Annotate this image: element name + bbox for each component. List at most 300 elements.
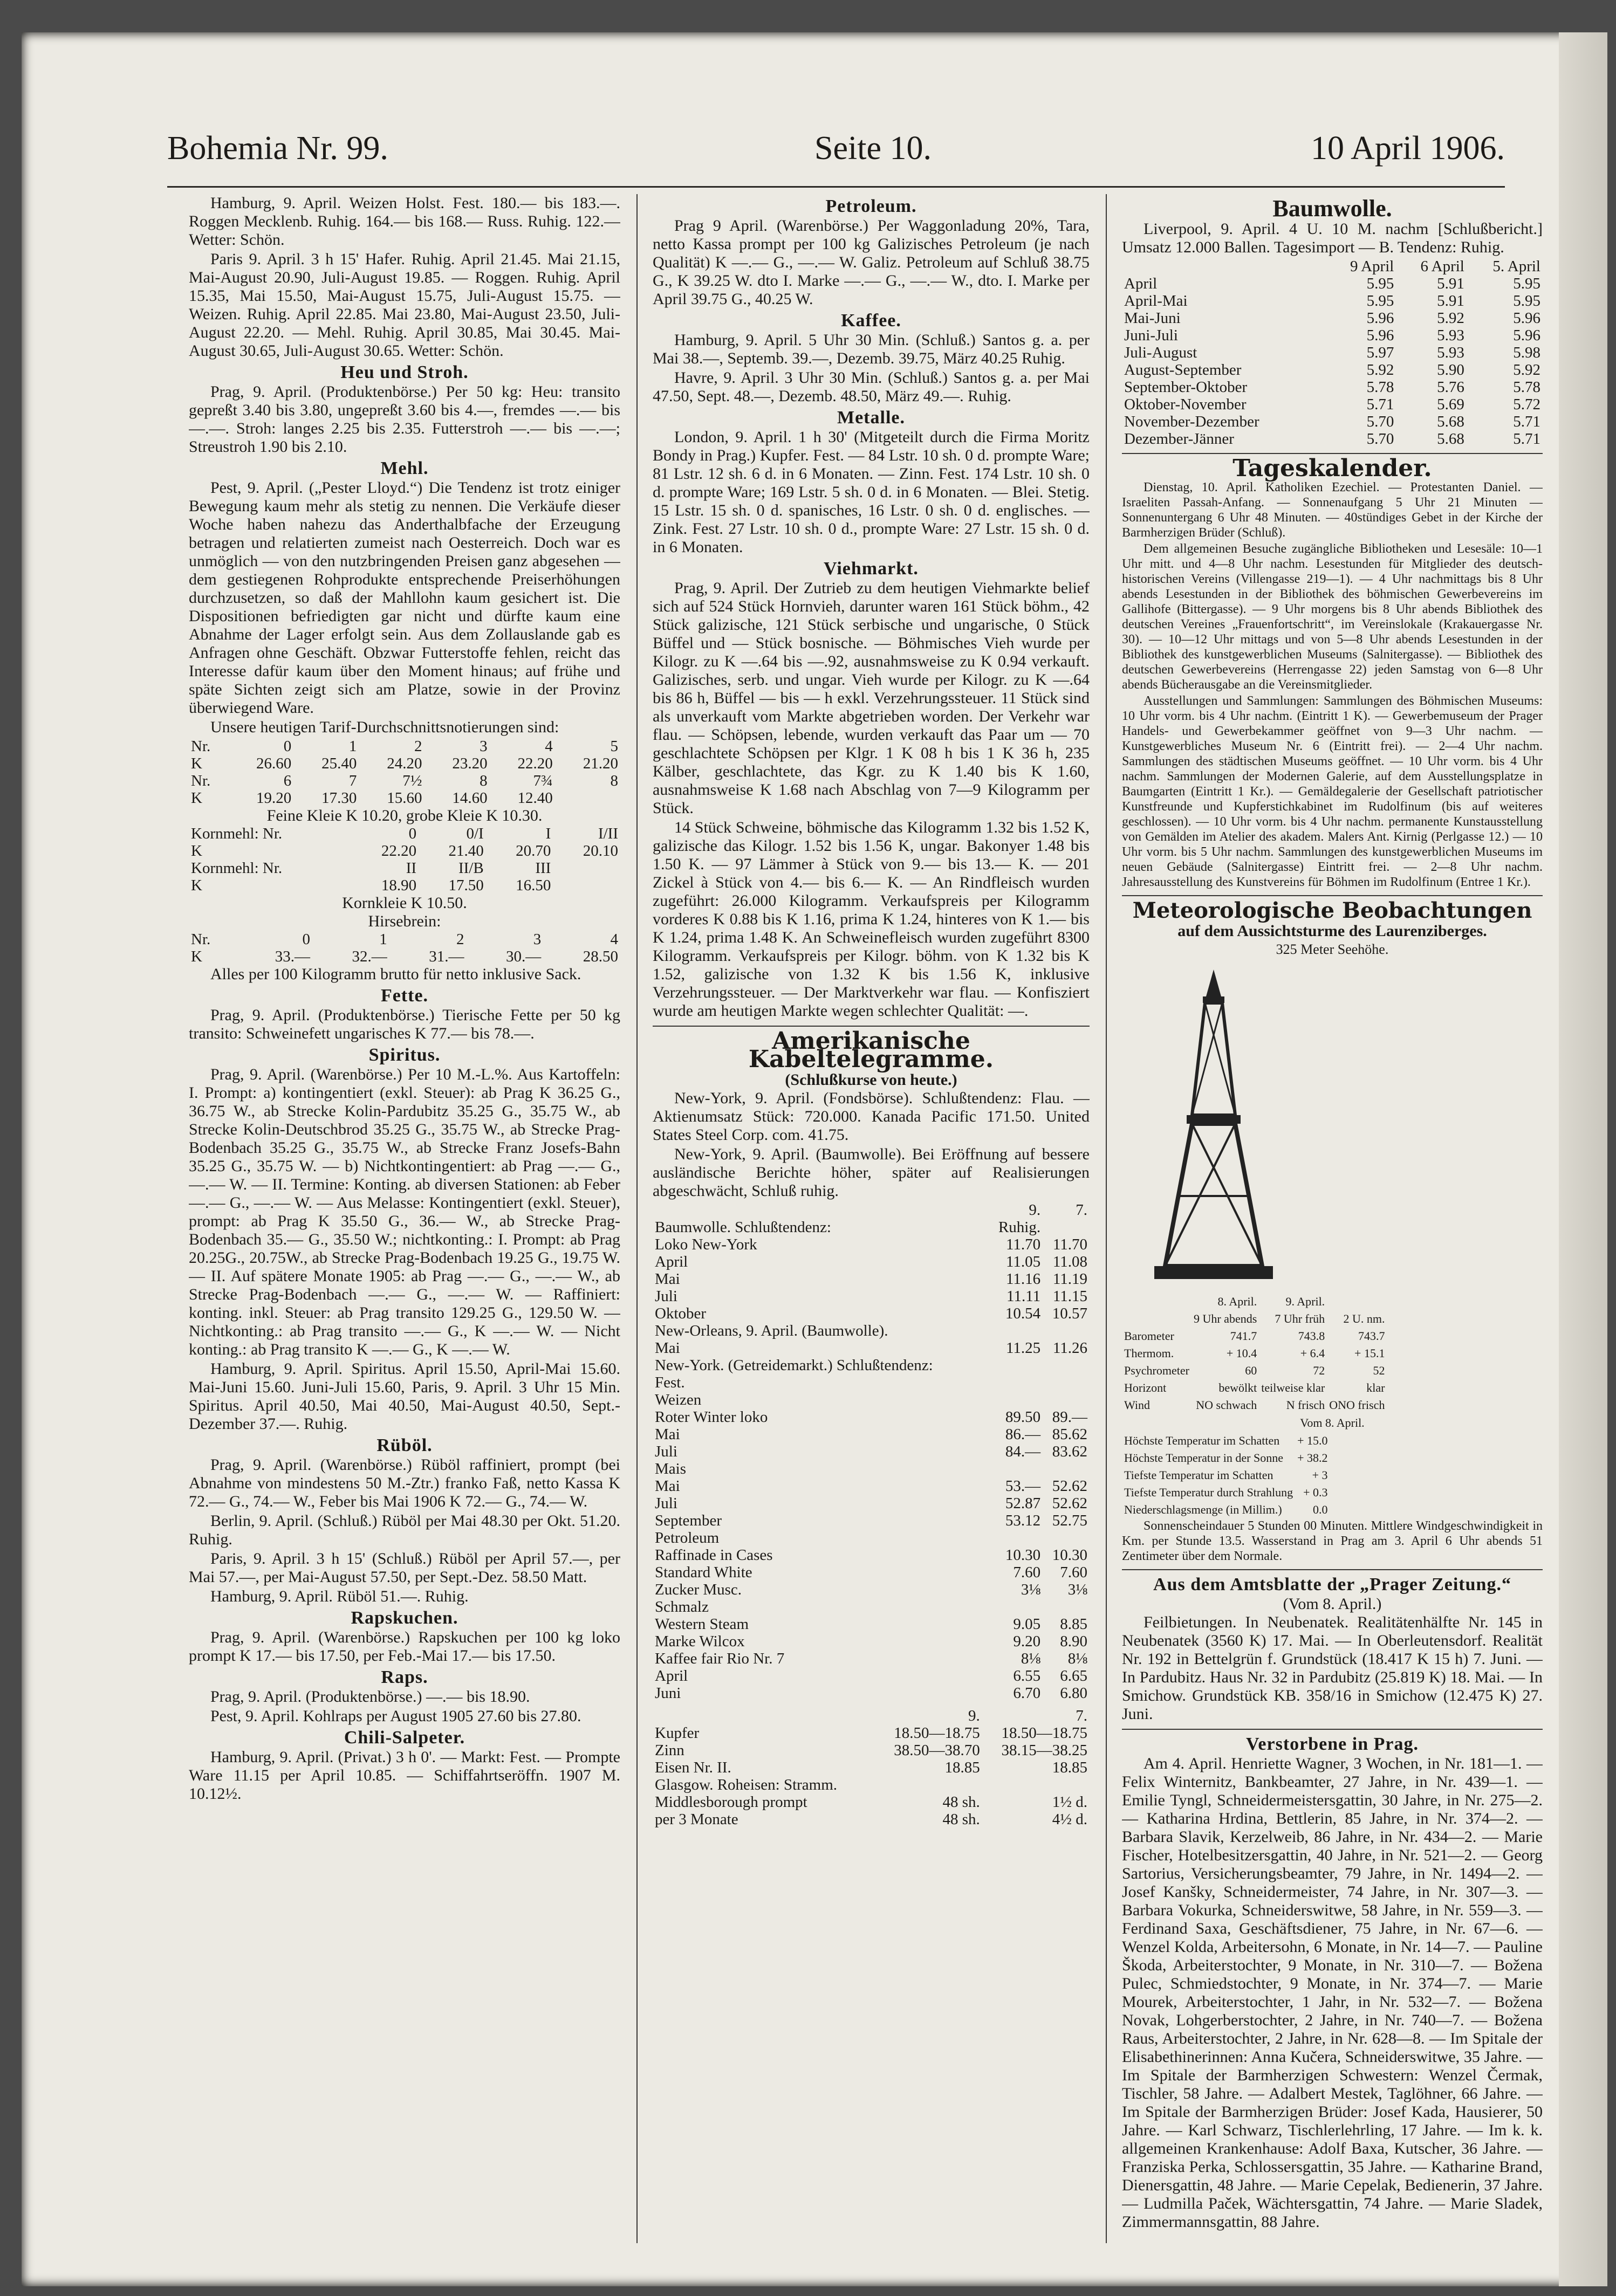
table-cell: Oktober-November xyxy=(1124,396,1247,413)
table-cell: 8 xyxy=(480,772,488,789)
paragraph: Havre, 9. April. 3 Uhr 30 Min. (Schluß.) Santos g. a. per Mai 47.50, Sept. 48.—, Dezemb. 48.50, März 49.—. Ruhig. xyxy=(653,369,1090,405)
table-cell: 28.50 xyxy=(583,948,618,965)
table-row xyxy=(653,1270,1090,1288)
table-cell: 4½ d. xyxy=(1052,1811,1087,1828)
table-row xyxy=(653,1742,1090,1759)
table-cell: 5.93 xyxy=(1437,327,1464,344)
table-cell: NO schwach xyxy=(1196,1398,1257,1412)
table-cell xyxy=(553,877,620,894)
table-cell: 14.60 xyxy=(452,789,488,807)
table-row xyxy=(189,738,620,755)
table-cell: Mai-Juni xyxy=(1124,310,1181,327)
table-row xyxy=(653,1443,1090,1460)
table-cell: 5.96 xyxy=(1366,310,1394,327)
table-cell: 743.8 xyxy=(1298,1329,1325,1343)
table-cell: New-York. (Getreidemarkt.) Schlußtendenz: xyxy=(655,1357,933,1374)
paragraph: Prag, 9. April. (Warenbörse.) Rapskuchen per 100 kg loko prompt K 17.— bis 17.50, per Feb.-Mai 17.— bis 17.50. xyxy=(189,1628,620,1665)
table-cell xyxy=(1043,1357,1090,1374)
table-cell: 10.30 xyxy=(1005,1546,1041,1564)
table-cell xyxy=(653,1201,988,1219)
table-row xyxy=(1122,396,1543,413)
table-cell: 20.10 xyxy=(583,842,618,860)
table-cell: 8⅛ xyxy=(1067,1650,1087,1667)
table-cell xyxy=(1122,258,1326,275)
table-cell: 18.90 xyxy=(381,877,417,894)
table-row xyxy=(653,1201,1090,1219)
table-row xyxy=(653,1598,1090,1616)
table-cell: 5.92 xyxy=(1513,361,1540,379)
table-row xyxy=(189,789,620,807)
table-cell: 5.71 xyxy=(1513,413,1540,430)
table-cell: Barometer xyxy=(1124,1329,1174,1343)
section-title: Meteorologische Beobachtungen xyxy=(1132,898,1532,923)
table-cell: 5.96 xyxy=(1513,310,1540,327)
table-row xyxy=(653,1616,1090,1633)
section-subtitle: 325 Meter Seehöhe. xyxy=(1276,941,1389,957)
table-cell: 52.75 xyxy=(1052,1512,1087,1529)
table-cell: Oktober xyxy=(655,1305,707,1322)
table-cell: 7. xyxy=(1076,1201,1087,1219)
table-cell: 10.57 xyxy=(1052,1305,1087,1322)
section-heading: Mehl. xyxy=(380,458,429,478)
table-cell: 21.20 xyxy=(583,755,618,772)
table-cell: K xyxy=(191,789,202,807)
section-subtitle: (Vom 8. April.) xyxy=(1283,1595,1382,1613)
table-row xyxy=(1122,292,1543,310)
table-cell: Glasgow. Roheisen: Stramm. xyxy=(655,1776,838,1793)
table-cell: Weizen xyxy=(655,1391,702,1408)
table-cell: 5.96 xyxy=(1513,327,1540,344)
table-cell: + 0.3 xyxy=(1303,1486,1328,1499)
paragraph: Hamburg, 9. April. 5 Uhr 30 Min. (Schluß.) Santos g. a. per Mai 38.—, Septemb. 39.—, Dezemb. 39.75, März 40.25 Ruhig. xyxy=(653,331,1090,367)
table-row xyxy=(189,948,620,965)
table-cell: April xyxy=(655,1667,688,1685)
table-cell: teilweise klar xyxy=(1261,1381,1325,1394)
paragraph: 14 Stück Schweine, böhmische das Kilogramm 1.32 bis 1.52 K, galizische das Kilogr. 1.52 bis 1.56 K, ungar. Bakonyer 1.48 bis 1.50 K. — 97 Lämmer à Stück von 9.— bis 13.— K. — 201 Zickel à Stück von 4.— bis 6.— K. — An Rindfleisch wurden zugeführt: 26.000 Kilogramm. Verkaufspreis per Kilogramm vorderes K 0.88 bis K 1.16, prima K 1.24, hinteres von K 1.— bis K 1.24, prima 1.48 K. An Schweinefleisch wurden zugeführt 8300 Kilogramm. Verkaufspreis per Kilogr. böhm. von K 1.32 bis K 1.52, galizische von 1.32 K bis 1.56 K, inklusive Verzehrungssteuer. — Der Marktverkehr war flau. — Konfisziert wurde am heutigen Markte wegen schlechter Qualität: —. xyxy=(653,819,1090,1020)
table-cell: 5 xyxy=(610,738,618,755)
table-row xyxy=(1122,344,1543,361)
tariff-table xyxy=(189,738,620,807)
paragraph: Prag, 9. April. (Produktenbörse.) Tierische Fette per 50 kg transito: Schweinefett ungarisches K 77.— bis 78.—. xyxy=(189,1006,620,1042)
table-cell xyxy=(1043,1529,1090,1546)
hirse-table xyxy=(189,931,620,965)
table-cell: Schmalz xyxy=(655,1598,709,1616)
table-cell: 5.95 xyxy=(1513,292,1540,310)
table-row xyxy=(1122,1310,1387,1328)
table-cell: Juni-Juli xyxy=(1124,327,1178,344)
table-cell: 1 xyxy=(348,738,357,755)
table-cell: 48 sh. xyxy=(942,1811,980,1828)
table-row xyxy=(653,1219,1090,1236)
table-cell: 10.54 xyxy=(1005,1305,1041,1322)
paragraph: Unsere heutigen Tarif-Durchschnittsnotierungen sind: xyxy=(210,718,559,736)
table-cell: 89.— xyxy=(1052,1408,1087,1426)
table-cell: K xyxy=(191,842,202,860)
section-subtitle: (Schlußkurse von heute.) xyxy=(785,1071,957,1089)
table-cell: Mais xyxy=(655,1460,686,1477)
paragraph: Liverpool, 9. April. 4 U. 10 M. nachm [Schlußbericht.] Umsatz 12.000 Ballen. Tagesimport — B. Tendenz: Ruhig. xyxy=(1122,220,1543,256)
table-cell: 18.50—18.75 xyxy=(1001,1724,1087,1742)
table-cell xyxy=(1043,1322,1090,1339)
table-cell: Zucker Musc. xyxy=(655,1581,742,1598)
table-row xyxy=(1122,1362,1387,1379)
table-cell: Horizont xyxy=(1124,1381,1167,1394)
table-cell: 53.12 xyxy=(1005,1512,1041,1529)
table-cell: Baumwolle. Schlußtendenz: xyxy=(655,1219,831,1236)
table-cell: 11.70 xyxy=(1005,1236,1041,1253)
table-cell: Juli xyxy=(655,1495,677,1512)
table-cell: 3 xyxy=(533,931,542,948)
section-heading: Rüböl. xyxy=(376,1435,433,1455)
table-cell: Wind xyxy=(1124,1398,1150,1412)
table-cell: 38.15—38.25 xyxy=(1001,1742,1087,1759)
table-cell: 7.60 xyxy=(1013,1564,1041,1581)
table-row xyxy=(653,1529,1090,1546)
paragraph: Pest, 9. April. („Pester Lloyd.“) Die Tendenz ist trotz einiger Bewegung kaum mehr als stetig zu nennen. Die Verkäufe dieser Woche haben nahezu das Anderthalbfache der Erzeugung betragen und relatierten zumeist nach Oesterreich. Doch war es unmöglich — von den nutzbringenden Preisen ganz abgesehen — dem gestiegenen Rohprodukte entsprechende Preiserhöhungen durchzusetzen, so daß der Mahllohn kaum gesichert ist. Die Dispositionen befriedigten gar nicht und dürfte kaum eine Abnahme der Lager erfolgt sein. Aus dem Zollauslande gab es Anfragen ohne Geschäft. Obzwar Futterstoffe fehlen, reicht das Interesse dafür kaum über den Moment hinaus; auf frühe und späte Sichten zeigt sich am Platze, sowie in der Provinz überwiegend Ware. xyxy=(189,479,620,717)
meteo-subheading: Vom 8. April. xyxy=(1300,1416,1365,1429)
paragraph: Paris, 9. April. 3 h 15' (Schluß.) Rüböl per April 57.—, per Mai 57.—, per Mai-August 57.50, per Sept.-Dez. 58.50 Matt. xyxy=(189,1550,620,1586)
table-row xyxy=(653,1776,1090,1793)
separator xyxy=(1122,1729,1543,1730)
table-row xyxy=(653,1685,1090,1702)
table-row xyxy=(1122,275,1543,292)
section-heading: Chili-Salpeter. xyxy=(344,1728,465,1748)
table-cell: April-Mai xyxy=(1124,292,1188,310)
section-subtitle: auf dem Aussichtsturme des Laurenziberges. xyxy=(1177,922,1487,940)
table-cell: 11.70 xyxy=(1052,1236,1087,1253)
paragraph: Hamburg, 9. April. Spiritus. April 15.50, April-Mai 15.60. Mai-Juni 15.60. Juni-Juli 15.60, Paris, 9. April. 3 Uhr 15 Min. Spiritus. April 40.50, Mai 40.50, Mai-August 40.50, Sept.-Dezember 37.—. Ruhig. xyxy=(189,1360,620,1433)
table-cell: 52.62 xyxy=(1052,1495,1087,1512)
table-cell: 48 sh. xyxy=(942,1793,980,1811)
table-cell: 5.68 xyxy=(1437,430,1464,448)
table-cell: 5.92 xyxy=(1437,310,1464,327)
separator xyxy=(653,1026,1090,1027)
table-cell: 6.80 xyxy=(1060,1685,1087,1702)
paragraph: Dienstag, 10. April. Katholiken Ezechiel. — Protestanten Daniel. — Israeliten Passah-Anfang. — Sonnenaufgang 5 Uhr 21 Minuten — Sonnenuntergang 6 Uhr 48 Minuten. — 40stündiges Gebet in der Kirche der Barmherzigen Brüder (Schluß). xyxy=(1122,480,1543,540)
table-cell: Ruhig. xyxy=(998,1219,1041,1236)
paragraph: London, 9. April. 1 h 30' (Mitgeteilt durch die Firma Moritz Bondy in Prag.) Kupfer. Fest. — 84 Lstr. 10 sh. 0 d. prompte Ware; 81 Lstr. 12 sh. 6 d. in 6 Monaten. — Zinn. Fest. 174 Lstr. 10 sh. 0 d. prompte Ware; 169 Lstr. 5 sh. 0 d. in 6 Monaten. — Blei. Stetig. 15 Lstr. 15 sh. 0 d. spanisches, 16 Lstr. 0 sh. 0 d. englisches. — Zink. Fest. 27 Lstr. 10 sh. 0 d., prompte Ware: 27 Lstr. 15 sh. 0 d. in 6 Monaten. xyxy=(653,428,1090,556)
table-cell: April xyxy=(1124,275,1158,292)
table-cell: 5.69 xyxy=(1437,396,1464,413)
table-row xyxy=(1122,258,1543,275)
section-title: Amerikanische Kabeltelegramme. xyxy=(748,1027,994,1073)
table-cell: 11.16 xyxy=(1005,1270,1041,1288)
table-cell: 17.50 xyxy=(448,877,484,894)
table-cell: 5.68 xyxy=(1437,413,1464,430)
table-cell: 3⅛ xyxy=(1067,1581,1087,1598)
table-cell: Standard White xyxy=(655,1564,752,1581)
table-cell: 18.85 xyxy=(944,1759,980,1776)
table-cell: 5.71 xyxy=(1513,430,1540,448)
table-row xyxy=(1122,310,1543,327)
table-cell: 7.60 xyxy=(1060,1564,1087,1581)
table-row xyxy=(653,1793,1090,1811)
paragraph: Prag, 9. April. (Warenbörse.) Rüböl raffiniert, prompt (bei Abnahme von mindestens 50 M.-Ztr.) franko Faß, netto Kassa K 72.— G., 74.— W., Feber bis Mai 1906 K 72.— G., 74.— W. xyxy=(189,1456,620,1510)
kleie-line: Feine Kleie K 10.20, grobe Kleie K 10.30. xyxy=(266,807,543,824)
table-cell: II xyxy=(406,860,417,877)
table-row xyxy=(1122,1484,1330,1501)
section-title: Tageskalender. xyxy=(1232,455,1432,482)
table-cell: 8⅛ xyxy=(1021,1650,1041,1667)
table-cell: 0 xyxy=(302,931,310,948)
table-row xyxy=(653,1564,1090,1581)
table-cell: 7¾ xyxy=(533,772,553,789)
newspaper-page xyxy=(22,32,1607,2286)
column-1 xyxy=(189,194,620,2254)
table-row xyxy=(1122,379,1543,396)
table-cell: 16.50 xyxy=(516,877,551,894)
paragraph: New-York, 9. April. (Baumwolle). Bei Eröffnung auf bessere ausländische Berichte höher, später auf Realisierungen abgeschwächt, Schluß ruhig. xyxy=(653,1145,1090,1200)
table-cell: 9.05 xyxy=(1013,1616,1041,1633)
table-cell xyxy=(988,1598,1043,1616)
table-cell: 5. April xyxy=(1492,258,1540,275)
section-heading: Petroleum. xyxy=(825,196,917,216)
table-cell: 5.71 xyxy=(1366,396,1394,413)
cotton-table xyxy=(653,1201,1090,1702)
table-cell xyxy=(555,789,620,807)
column-2 xyxy=(653,194,1090,2254)
table-cell: April xyxy=(655,1253,688,1270)
table-cell: Western Steam xyxy=(655,1616,749,1633)
section-heading: Kaffee. xyxy=(841,311,901,331)
header-page-number: Seite 10. xyxy=(814,130,932,167)
paragraph: New-York, 9. April. (Fondsbörse). Schlußtendenz: Flau. — Aktienumsatz Stück: 720.000. Kanada Pacific 171.50. United States Steel Corp. com. 41.75. xyxy=(653,1089,1090,1144)
metal-table xyxy=(653,1707,1090,1828)
table-cell: 11.25 xyxy=(1005,1339,1041,1357)
paragraph: Alles per 100 Kilogramm brutto für netto inklusive Sack. xyxy=(210,965,581,983)
table-cell: 5.96 xyxy=(1366,327,1394,344)
table-cell xyxy=(988,1322,1043,1339)
table-cell: 22.20 xyxy=(381,842,417,860)
table-cell: Kornmehl: Nr. xyxy=(191,860,283,877)
table-cell: 6 April xyxy=(1420,258,1464,275)
table-row xyxy=(653,1724,1090,1742)
table-cell: 52 xyxy=(1373,1364,1385,1377)
table-cell: Tiefste Temperatur im Schatten xyxy=(1124,1468,1273,1482)
separator xyxy=(1122,1569,1543,1570)
table-cell: 5.95 xyxy=(1366,275,1394,292)
table-row xyxy=(1122,413,1543,430)
kornkleie-line: Kornkleie K 10.50. xyxy=(342,894,467,912)
table-cell: K xyxy=(191,948,202,965)
table-row xyxy=(653,1357,1090,1374)
meteo-table xyxy=(1122,1293,1387,1414)
baumwolle-table xyxy=(1122,258,1543,448)
table-cell: 83.62 xyxy=(1052,1443,1087,1460)
table-cell: I xyxy=(545,825,551,842)
table-cell: 0 xyxy=(283,738,292,755)
table-cell: 24.20 xyxy=(387,755,422,772)
table-cell xyxy=(988,1460,1043,1477)
table-cell: Mai xyxy=(655,1426,680,1443)
table-row xyxy=(1122,1501,1330,1518)
section-heading: Fette. xyxy=(380,986,429,1006)
separator xyxy=(1122,895,1543,896)
table-row xyxy=(189,877,620,894)
table-cell: 5.98 xyxy=(1513,344,1540,361)
table-cell: K xyxy=(191,755,202,772)
table-row xyxy=(653,1408,1090,1426)
table-cell: 21.40 xyxy=(448,842,484,860)
kornmehl-table xyxy=(189,825,620,894)
table-cell: August-September xyxy=(1124,361,1242,379)
table-row xyxy=(653,1707,1090,1724)
table-cell: 5.72 xyxy=(1513,396,1540,413)
table-cell: 0/I xyxy=(466,825,484,842)
section-heading: Rapskuchen. xyxy=(351,1608,458,1628)
table-cell: 11.19 xyxy=(1052,1270,1087,1288)
table-cell: Thermom. xyxy=(1124,1346,1174,1360)
table-cell: Mai xyxy=(655,1339,680,1357)
table-cell: + 10.4 xyxy=(1226,1346,1257,1360)
table-cell: 8. April. xyxy=(1217,1295,1257,1308)
table-cell: Mai xyxy=(655,1270,680,1288)
column-divider xyxy=(636,194,638,2243)
paragraph: Hamburg, 9. April. Rüböl 51.—. Ruhig. xyxy=(210,1587,469,1605)
table-cell xyxy=(1043,1460,1090,1477)
table-cell: 5.95 xyxy=(1366,292,1394,310)
table-cell: 30.— xyxy=(505,948,542,965)
table-cell: III xyxy=(535,860,551,877)
table-row xyxy=(653,1633,1090,1650)
table-cell: 5.91 xyxy=(1437,292,1464,310)
table-cell: 12.40 xyxy=(517,789,553,807)
table-row xyxy=(653,1253,1090,1270)
header-date: 10 April 1906. xyxy=(1311,130,1505,167)
table-cell: November-Dezember xyxy=(1124,413,1259,430)
table-cell: 84.— xyxy=(1005,1443,1041,1460)
table-cell: 53.— xyxy=(1005,1477,1041,1495)
table-cell: ONO frisch xyxy=(1329,1398,1385,1412)
table-row xyxy=(189,772,620,789)
table-cell: September xyxy=(655,1512,722,1529)
table-cell: 5.95 xyxy=(1513,275,1540,292)
table-cell: 9. xyxy=(1029,1201,1041,1219)
table-cell: per 3 Monate xyxy=(655,1811,738,1828)
table-cell: 9. xyxy=(968,1707,980,1724)
column-3 xyxy=(1122,194,1543,2254)
table-cell xyxy=(875,1776,982,1793)
table-cell: 33.— xyxy=(275,948,310,965)
table-row xyxy=(1122,1328,1387,1345)
table-cell: 9 April xyxy=(1350,258,1394,275)
table-row xyxy=(653,1426,1090,1443)
table-cell: Fest. xyxy=(655,1374,685,1391)
table-cell: 7. xyxy=(1076,1707,1087,1724)
table-cell: 2 xyxy=(414,738,422,755)
table-cell: 9 Uhr abends xyxy=(1193,1312,1257,1325)
paragraph: Prag, 9. April. Der Zutrieb zu dem heutigen Viehmarkte belief sich auf 524 Stück Hornvieh, darunter waren 161 Stück böhm., 42 Stück galizische, 121 Stück serbische und ungarische, 0 Stück Büffel und — Stück bosnische. — Böhmisches Vieh wurde per Kilogr. zu K —.64 bis —.92, ausnahmsweise zu K 0.94 verkauft. Galizisches, serb. und ungar. Vieh wurde per Kilogr. zu K —.64 bis 86 h, Büffel — bis — h exkl. Verzehrungssteuer. 11 Stück sind als unverkauft vom Markte abgetrieben worden. Der Verkehr war flau. — Schöpsen, lebende, wurden verkauft das Paar um — 70 geschlachtete Schöpsen per Klgr. 1 K 08 h bis 1 K 36 h, 235 Kälber, geschlachtete, das Kgr. zu K 1.40 bis K 1.60, ausnahmsweise K 1.68 nach Abschlag von 7—9 Kilogramm per Stück. xyxy=(653,579,1090,817)
table-cell: 11.05 xyxy=(1005,1253,1041,1270)
table-cell: 52.62 xyxy=(1052,1477,1087,1495)
table-cell: klar xyxy=(1366,1381,1385,1394)
table-cell: Mai xyxy=(655,1477,680,1495)
table-cell: 26.60 xyxy=(256,755,292,772)
table-cell xyxy=(1043,1598,1090,1616)
table-row xyxy=(189,860,620,877)
table-cell: 11.15 xyxy=(1052,1288,1087,1305)
table-row xyxy=(653,1650,1090,1667)
table-cell xyxy=(988,1374,1043,1391)
observation-tower-illustration xyxy=(1143,964,1284,1288)
section-heading: Metalle. xyxy=(837,408,905,428)
table-cell: 8.85 xyxy=(1060,1616,1087,1633)
paragraph: Pest, 9. April. Kohlraps per August 1905 27.60 bis 27.80. xyxy=(210,1707,581,1725)
table-row xyxy=(189,842,620,860)
table-cell: 5.93 xyxy=(1437,344,1464,361)
table-cell: Roter Winter loko xyxy=(655,1408,768,1426)
paragraph: Ausstellungen und Sammlungen: Sammlungen des Böhmischen Museums: 10 Uhr vorm. bis 4 Uhr nachm. (Eintritt 1 K). — Gewerbemuseum der Prager Handels- und Gewerbekammer geöffnet von 9—3 Uhr nachm. — Kunstgewerbliches Museum Nr. 6 (Eintritt frei). — 2—4 Uhr nachm. Sammlungen des städtischen Museums geöffnet. — 10 Uhr vorm. bis 4 Uhr nachm. Sammlungen der Modernen Galerie, auf dem Ausstellungsplatze in Baumgarten (Eintritt 1 Kr.). — Gemäldegalerie der Gesellschaft patriotischer Kunstfreunde und Kupferstichkabinet im Rudolfinum (bis auf weiteres geschlossen). — 10 Uhr vorm. bis 4 Uhr nachm. permanente Kunstausstellung von Gemälden im Atelier des akadem. Malers Ant. Kirnig (Perlgasse 12.) — 10 Uhr vorm. bis 5 Uhr nachm. Sammlungen des kunstgewerblichen Museums im neuen Gebäude (Salnitergasse) Eintritt frei. — 2—8 Uhr nachm. Jahresausstellung des Kunstvereins für Böhmen im Rudolfinum (Entree 1 Kr.). xyxy=(1122,694,1543,889)
table-row xyxy=(1122,1345,1387,1362)
table-cell: 7 xyxy=(348,772,357,789)
table-cell: 3 xyxy=(480,738,488,755)
table-row xyxy=(1122,1449,1330,1467)
table-row xyxy=(653,1322,1090,1339)
section-title: Baumwolle. xyxy=(1272,195,1392,222)
table-cell: 10.30 xyxy=(1052,1546,1087,1564)
table-cell: 4 xyxy=(610,931,618,948)
table-cell: 2 xyxy=(456,931,464,948)
table-cell: Niederschlagsmenge (in Millim.) xyxy=(1124,1503,1282,1516)
table-cell: 5.76 xyxy=(1437,379,1464,396)
table-row xyxy=(1122,1432,1330,1449)
page-header xyxy=(167,129,1505,178)
table-cell xyxy=(1043,1391,1090,1408)
table-cell: Kornmehl: Nr. xyxy=(191,825,283,842)
table-cell xyxy=(553,860,620,877)
header-rule xyxy=(167,186,1505,188)
paragraph: Paris 9. April. 3 h 15' Hafer. Ruhig. April 21.45. Mai 21.15, Mai-August 20.90, Juli-August 19.85. — Roggen. Ruhig. April 15.35, Mai 15.50, Mai-August 15.75, Juli-August 15.75. — Weizen. Ruhig. April 22.85. Mai 23.80, Mai-August 23.50, Juli-August 22.20. — Mehl. Ruhig. April 30.85, Mai 30.45. Mai-August 30.65, Juli-August 30.65. Wetter: Schön. xyxy=(189,250,620,360)
table-cell: Nr. xyxy=(191,772,211,789)
table-row xyxy=(653,1811,1090,1828)
table-cell: 9.20 xyxy=(1013,1633,1041,1650)
hirse-line: Hirsebrein: xyxy=(368,912,441,930)
table-cell: Middlesborough prompt xyxy=(655,1793,807,1811)
table-cell: 5.91 xyxy=(1437,275,1464,292)
table-row xyxy=(653,1759,1090,1776)
table-cell: 5.90 xyxy=(1437,361,1464,379)
table-cell: 22.20 xyxy=(517,755,553,772)
table-row xyxy=(1122,361,1543,379)
table-cell: Raffinade in Cases xyxy=(655,1546,773,1564)
table-cell: 5.92 xyxy=(1366,361,1394,379)
table-cell: N frisch xyxy=(1286,1398,1325,1412)
table-row xyxy=(653,1339,1090,1357)
table-cell: II/B xyxy=(458,860,484,877)
table-cell: K xyxy=(191,877,202,894)
table-row xyxy=(653,1546,1090,1564)
table-cell: Dezember-Jänner xyxy=(1124,430,1234,448)
paragraph: Prag, 9. April. (Produktenbörse.) Per 50 kg: Heu: transito gepreßt 3.40 bis 3.80, ungepreßt 3.60 bis 4.—, fremdes —.— bis —.—. Stroh: langes 2.25 bis 2.35. Futterstroh —.— bis —.—; Streustroh 1.90 bis 2.10. xyxy=(189,383,620,456)
table-cell: 15.60 xyxy=(387,789,422,807)
table-cell: 2 U. nm. xyxy=(1343,1312,1385,1325)
table-cell: 86.— xyxy=(1005,1426,1041,1443)
paragraph: Hamburg, 9. April. (Privat.) 3 h 0'. — Markt: Fest. — Prompte Ware 11.15 per April 10.85. — Schiffahrtseröffn. 1907 M. 10.12½. xyxy=(189,1748,620,1803)
section-heading: Raps. xyxy=(381,1667,428,1687)
table-cell: 7½ xyxy=(402,772,422,789)
table-cell: 6.70 xyxy=(1013,1685,1041,1702)
table-cell: 741.7 xyxy=(1230,1329,1257,1343)
table-cell: 1 xyxy=(379,931,387,948)
table-cell: 5.97 xyxy=(1366,344,1394,361)
table-row xyxy=(1122,1397,1387,1414)
table-cell: Juli xyxy=(655,1443,677,1460)
table-cell xyxy=(982,1776,1090,1793)
table-cell: 25.40 xyxy=(321,755,357,772)
section-heading: Verstorbene in Prag. xyxy=(1246,1734,1419,1754)
table-cell: I/II xyxy=(598,825,618,842)
table-cell: 11.08 xyxy=(1052,1253,1087,1270)
